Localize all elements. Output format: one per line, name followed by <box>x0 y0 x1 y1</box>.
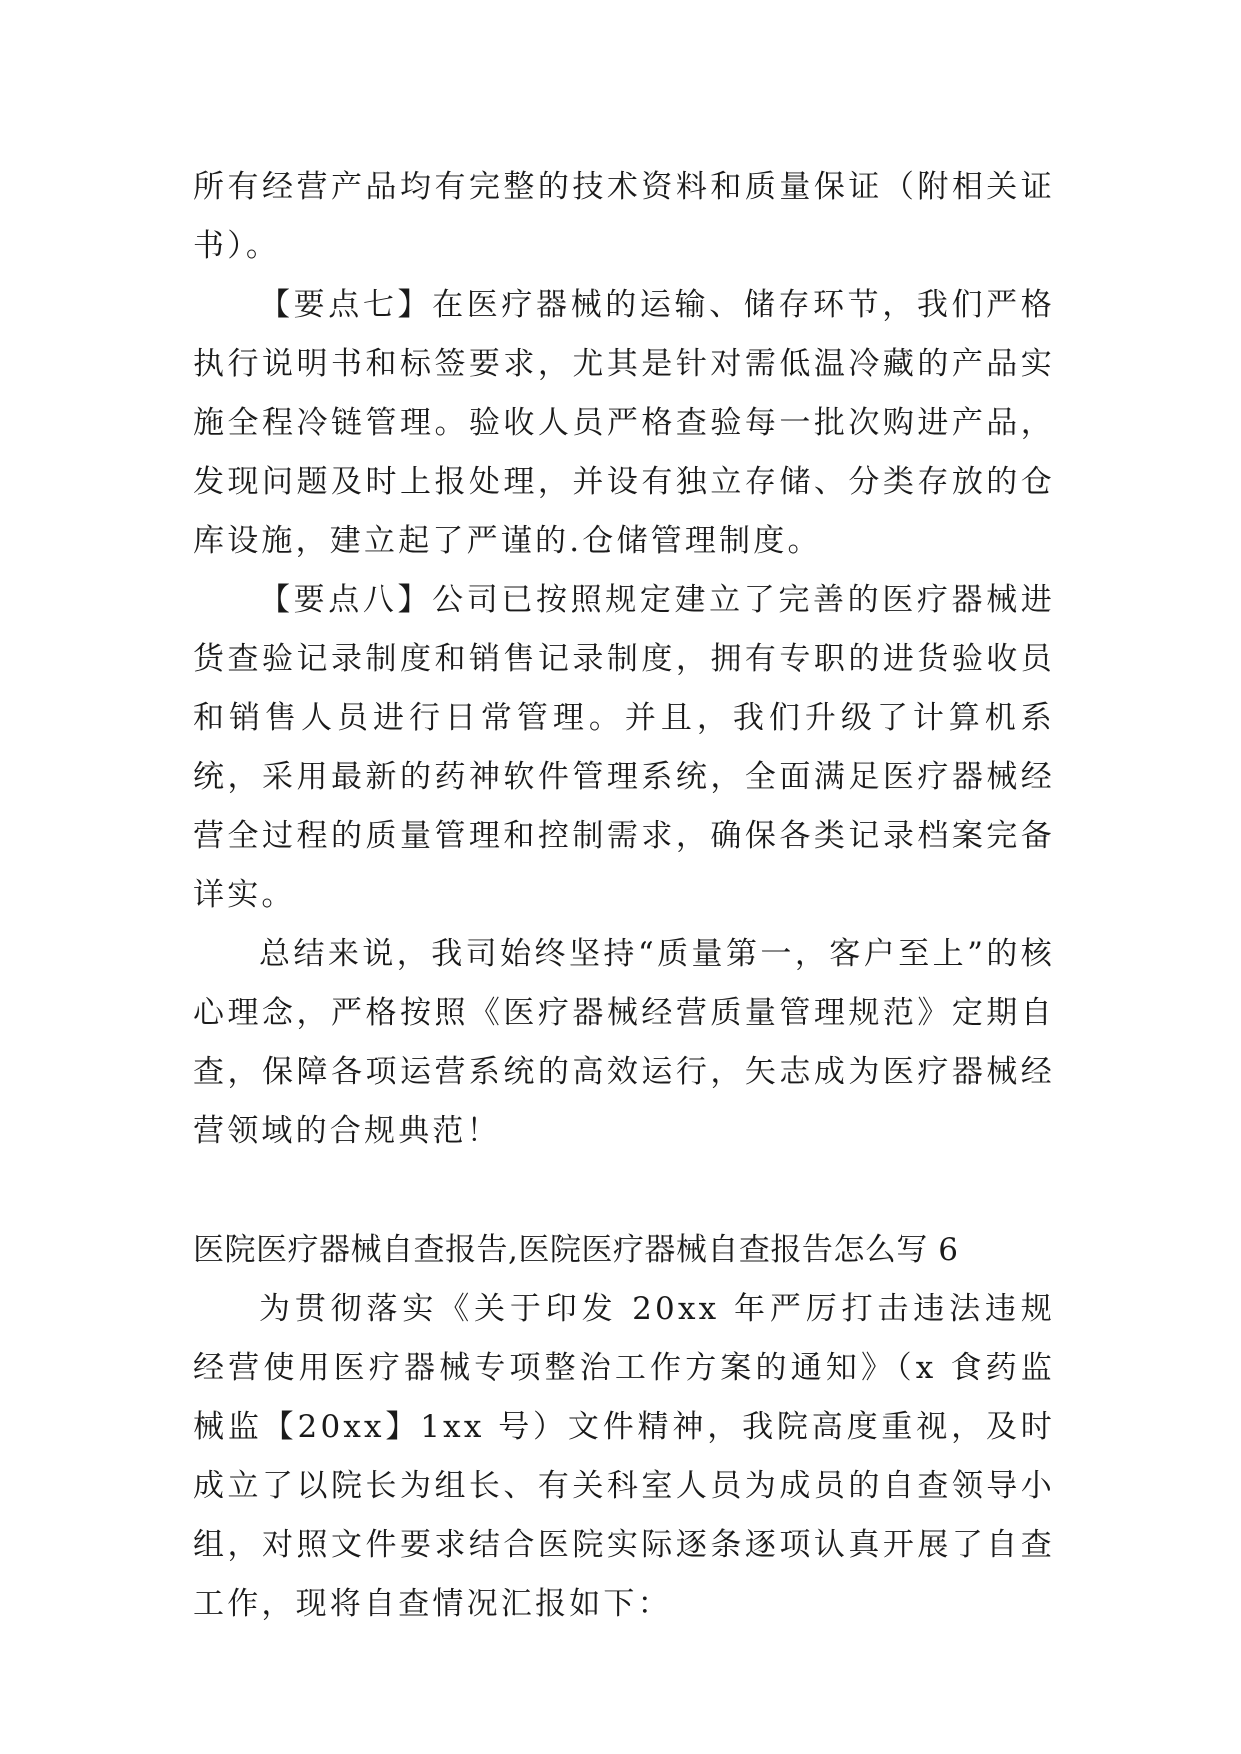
paragraph-point-eight: 【要点八】公司已按照规定建立了完善的医疗器械进货查验记录制度和销售记录制度，拥有专职的进货验收员和销售人员进行日常管理。并且，我们升级了计算机系统，采用最新的药神软件管理系统，全面满足医疗器械经营全过程的质量管理和控制需求，确保各类记录档案完备详实。 <box>193 582 1055 913</box>
paragraph-summary: 总结来说，我司始终坚持“质量第一，客户至上”的核心理念，严格按照《医疗器械经营质量管理规范》定期自查，保障各项运营系统的高效运行，矢志成为医疗器械经营领域的合规典范！ <box>193 936 1055 1149</box>
paragraph-section-intro: 为贯彻落实《关于印发 20xx 年严厉打击违法违规经营使用医疗器械专项整治工作方案的通知》（x 食药监械监【20xx】1xx 号）文件精神，我院高度重视，及时成立了以院长为组长、有关科室人员为成员的自查领导小组，对照文件要求结合医院实际逐条逐项认真开展了自查工作，现将自查情况汇报如下： <box>193 1291 1055 1622</box>
paragraph-point-seven: 【要点七】在医疗器械的运输、储存环节，我们严格执行说明书和标签要求，尤其是针对需低温冷藏的产品实施全程冷链管理。验收人员严格查验每一批次购进产品，发现问题及时上报处理，并设有独立存储、分类存放的仓库设施，建立起了严谨的.仓储管理制度。 <box>193 287 1055 559</box>
section-title: 医院医疗器械自查报告,医院医疗器械自查报告怎么写 6 <box>193 1232 959 1268</box>
document-body <box>193 158 1055 1634</box>
paragraph-continuation: 所有经营产品均有完整的技术资料和质量保证（附相关证书）。 <box>193 169 1055 264</box>
